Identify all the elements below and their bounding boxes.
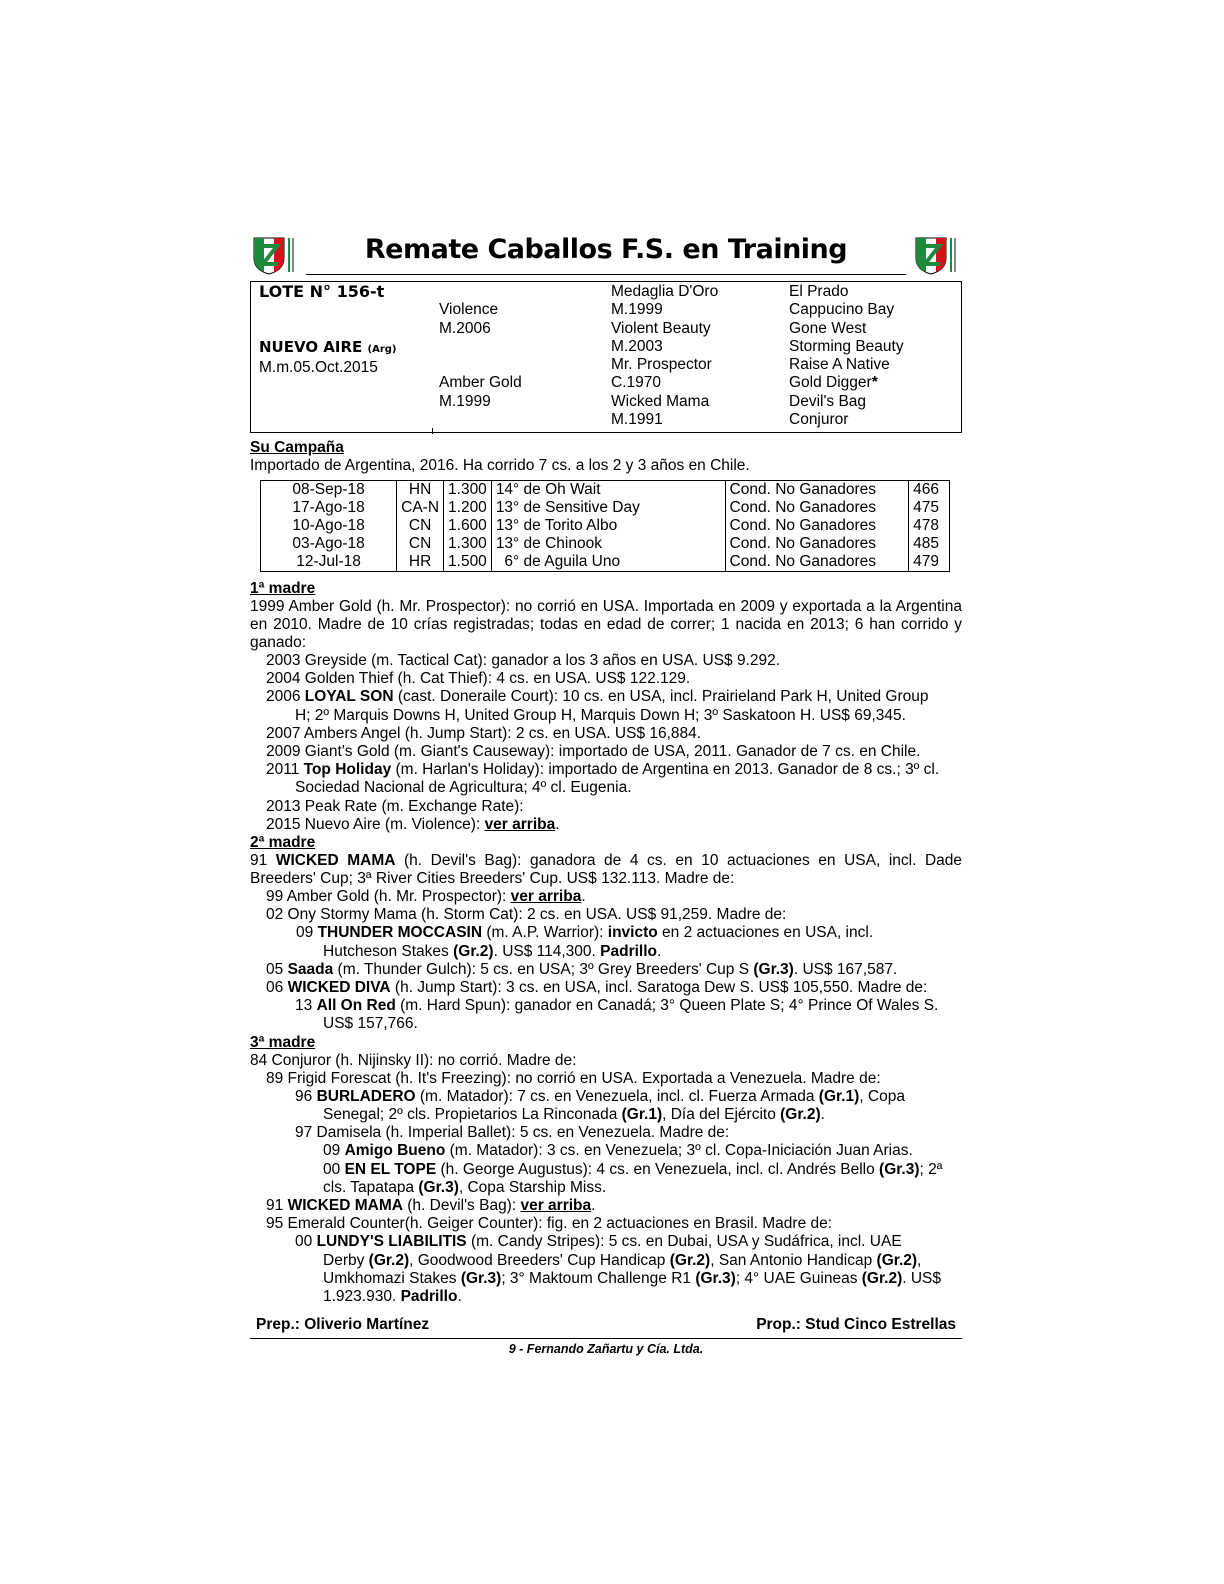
race-weight: 475 — [909, 499, 950, 517]
grandparent-info: M.1991 — [611, 411, 663, 429]
race-track: CA-N — [397, 499, 444, 517]
page-footer: 9 - Fernando Zañartu y Cía. Ltda. — [508, 1342, 704, 1357]
list-item: 2004 Golden Thief (h. Cat Thief): 4 cs. en USA. US$ 122.129. — [266, 670, 691, 688]
table-row — [261, 499, 950, 517]
list-item-cont: Derby (Gr.2), Goodwood Breeders' Cup Handicap (Gr.2), San Antonio Handicap (Gr.2), — [323, 1251, 922, 1269]
race-position: 13° de Torito Albo — [491, 517, 725, 535]
race-condition: Cond. No Ganadores — [725, 499, 909, 517]
ver-arriba-link: ver arriba — [510, 888, 582, 906]
list-item: 2006 LOYAL SON (cast. Doneraile Court): 10 cs. en USA, incl. Prairieland Park H, United Group — [266, 688, 929, 706]
great-grandparent: Gone West — [789, 319, 867, 337]
trainer: Prep.: Oliverio Martínez — [256, 1316, 430, 1334]
grandparent: Medaglia D'Oro — [611, 283, 719, 300]
madre2-section — [250, 834, 962, 1034]
list-item: 95 Emerald Counter(h. Geiger Counter): fig. en 2 actuaciones en Brasil. Madre de: — [266, 1215, 833, 1233]
great-grandparent: Gold Digger* — [789, 374, 878, 392]
pedigree-col-parents — [439, 283, 609, 411]
list-item: 05 Saada (m. Thunder Gulch): 5 cs. en USA; 3º Grey Breeders' Cup S (Gr.3). US$ 167,587. — [266, 960, 898, 978]
madre3-intro: 84 Conjuror (h. Nijinsky II): no corrió. Madre de: — [250, 1051, 577, 1069]
race-distance: 1.300 — [444, 535, 492, 553]
list-item: 09 THUNDER MOCCASIN (m. A.P. Warrior): invicto en 2 actuaciones en USA, incl. — [296, 924, 874, 942]
list-item-cont: cls. Tapatapa (Gr.3), Copa Starship Miss. — [323, 1178, 607, 1196]
list-item: 2011 Top Holiday (m. Harlan's Holiday): importado de Argentina en 2013. Ganador de 8 cs.; 3º cl. — [266, 761, 940, 779]
ver-arriba-link: ver arriba — [520, 1197, 592, 1215]
list-item-cont: US$ 157,766. — [323, 1015, 418, 1033]
race-weight: 485 — [909, 535, 950, 553]
race-condition: Cond. No Ganadores — [725, 553, 909, 572]
list-item: 06 WICKED DIVA (h. Jump Start): 3 cs. en USA, incl. Saratoga Dew S. US$ 105,550. Madre de: — [266, 979, 928, 997]
race-position: 13° de Sensitive Day — [491, 499, 725, 517]
list-item: 00 LUNDY'S LIABILITIS (m. Candy Stripes): 5 cs. en Dubai, USA y Sudáfrica, incl. UAE — [295, 1233, 902, 1251]
race-distance: 1.600 — [444, 517, 492, 535]
race-date: 03-Ago-18 — [261, 535, 397, 553]
grandparent-info: M.2003 — [611, 337, 663, 355]
owner: Prop.: Stud Cinco Estrellas — [756, 1316, 956, 1334]
race-track: HN — [397, 481, 444, 500]
divider-tick — [432, 428, 433, 434]
race-condition: Cond. No Ganadores — [725, 535, 909, 553]
race-date: 17-Ago-18 — [261, 499, 397, 517]
list-item: 2013 Peak Rate (m. Exchange Rate): — [266, 797, 524, 815]
list-item-cont: Hutcheson Stakes (Gr.2). US$ 114,300. Padrillo. — [323, 942, 662, 960]
list-item: 2015 Nuevo Aire (m. Violence): ver arriba. — [266, 815, 560, 833]
prep-row — [250, 1316, 962, 1339]
shield-logo-icon — [250, 234, 300, 276]
list-item: 2003 Greyside (m. Tactical Cat): ganador a los 3 años en USA. US$ 9.292. — [266, 652, 781, 669]
list-item: 96 BURLADERO (m. Matador): 7 cs. en Venezuela, incl. cl. Fuerza Armada (Gr.1), Copa — [295, 1087, 905, 1105]
race-condition: Cond. No Ganadores — [725, 481, 909, 500]
star-mark: * — [871, 374, 878, 392]
pedigree-col-great-grandparents — [789, 283, 959, 429]
race-track: CN — [397, 517, 444, 535]
race-distance: 1.200 — [444, 499, 492, 517]
list-item: 09 Amigo Bueno (m. Matador): 3 cs. en Venezuela; 3º cl. Copa-Iniciación Juan Arias. — [323, 1142, 913, 1160]
pedigree-col-horse — [259, 283, 439, 377]
madre1-heading: 1ª madre — [250, 580, 316, 597]
list-item: 2007 Ambers Angel (h. Jump Start): 2 cs. en USA. US$ 16,884. — [266, 724, 702, 742]
race-weight: 466 — [909, 481, 950, 500]
campaign-text: Importado de Argentina, 2016. Ha corrido 7 cs. a los 2 y 3 años en Chile. — [250, 457, 750, 474]
grandparent-info: C.1970 — [611, 374, 661, 392]
list-item: 91 WICKED MAMA (h. Devil's Bag): ver arriba. — [266, 1197, 596, 1215]
campaign-section — [250, 439, 962, 572]
race-position: 14° de Oh Wait — [491, 481, 725, 500]
great-grandparent: Cappucino Bay — [789, 301, 895, 319]
page-title: Remate Caballos F.S. en Training — [306, 230, 906, 275]
list-item-cont: 1.923.930. Padrillo. — [323, 1288, 462, 1306]
race-distance: 1.300 — [444, 481, 492, 500]
race-condition: Cond. No Ganadores — [725, 517, 909, 535]
dam: Amber Gold — [439, 374, 522, 392]
great-grandparent: El Prado — [789, 283, 849, 300]
madre3-section — [250, 1034, 962, 1307]
list-item-cont: Senegal; 2º cls. Propietarios La Rinconada (Gr.1), Día del Ejército (Gr.2). — [323, 1106, 825, 1124]
lot-number: LOTE N° 156-t — [259, 282, 385, 301]
race-weight: 478 — [909, 517, 950, 535]
list-item: 97 Damisela (h. Imperial Ballet): 5 cs. en Venezuela. Madre de: — [295, 1124, 730, 1142]
campaign-heading: Su Campaña — [250, 439, 344, 456]
pedigree-box — [250, 281, 962, 433]
madre2-heading: 2ª madre — [250, 834, 316, 852]
list-item: 89 Frigid Forescat (h. It's Freezing): no corrió en USA. Exportada a Venezuela. Madre de: — [266, 1069, 881, 1087]
race-track: HR — [397, 553, 444, 572]
table-row — [261, 535, 950, 553]
race-date: 08-Sep-18 — [261, 481, 397, 500]
race-date: 12-Jul-18 — [261, 553, 397, 572]
horse-name: NUEVO AIRE (Arg) — [259, 337, 397, 356]
madre1-intro: 1999 Amber Gold (h. Mr. Prospector): no corrió en USA. Importada en 2009 y exportada a la Argentina en 2010. Madre de 10 crías registradas; todas en edad de correr; 1 nacida en 2013; 6 han corrido y ganado: — [250, 598, 962, 651]
list-item: 02 Ony Stormy Mama (h. Storm Cat): 2 cs. en USA. US$ 91,259. Madre de: — [266, 906, 787, 924]
race-position: 6° de Aguila Uno — [491, 553, 725, 572]
race-track: CN — [397, 535, 444, 553]
list-item-cont: Umkhomazi Stakes (Gr.3); 3° Maktoum Challenge R1 (Gr.3); 4° UAE Guineas (Gr.2). US$ — [323, 1269, 942, 1287]
great-grandparent: Storming Beauty — [789, 337, 904, 355]
madre1-section — [250, 580, 962, 834]
page — [250, 230, 962, 1356]
list-item-cont: H; 2º Marquis Downs H, United Group H, Marquis Down H; 3º Saskatoon H. US$ 69,345. — [295, 706, 906, 724]
list-item: 13 All On Red (m. Hard Spun): ganador en Canadá; 3° Queen Plate S; 4° Prince Of Wales S. — [295, 997, 939, 1015]
grandparent-info: M.1999 — [611, 301, 663, 319]
pedigree-col-grandparents — [611, 283, 786, 429]
race-table — [260, 480, 950, 572]
ver-arriba-link: ver arriba — [484, 815, 556, 833]
race-date: 10-Ago-18 — [261, 517, 397, 535]
madre2-intro: 91 WICKED MAMA (h. Devil's Bag): ganadora de 4 cs. en 10 actuaciones en USA, incl. Dade Breeders' Cup; 3ª River Cities Breeders' Cup. US$ 132.113. Madre de: — [250, 852, 963, 888]
grandparent: Mr. Prospector — [611, 356, 712, 374]
shield-logo-icon — [912, 234, 962, 276]
list-item: 2009 Giant's Gold (m. Giant's Causeway): importado de USA, 2011. Ganador de 7 cs. en Chile. — [266, 743, 921, 761]
table-row — [261, 553, 950, 572]
list-item: 99 Amber Gold (h. Mr. Prospector): ver arriba. — [266, 888, 586, 906]
great-grandparent: Conjuror — [789, 411, 849, 429]
list-item-cont: Sociedad Nacional de Agricultura; 4º cl. Eugenia. — [295, 779, 632, 797]
race-weight: 479 — [909, 553, 950, 572]
great-grandparent: Raise A Native — [789, 356, 890, 374]
list-item: 00 EN EL TOPE (h. George Augustus): 4 cs. en Venezuela, incl. cl. Andrés Bello (Gr.3); 2ª — [323, 1160, 943, 1178]
grandparent: Wicked Mama — [611, 392, 710, 410]
sire: Violence — [439, 301, 499, 319]
horse-info: M.m.05.Oct.2015 — [259, 359, 378, 377]
madre3-heading: 3ª madre — [250, 1033, 316, 1051]
table-row — [261, 517, 950, 535]
header — [250, 230, 962, 278]
race-distance: 1.500 — [444, 553, 492, 572]
grandparent: Violent Beauty — [611, 319, 711, 337]
sire-info: M.2006 — [439, 319, 491, 337]
great-grandparent: Devil's Bag — [789, 392, 867, 410]
race-position: 13° de Chinook — [491, 535, 725, 553]
dam-info: M.1999 — [439, 392, 491, 410]
table-row — [261, 481, 950, 500]
